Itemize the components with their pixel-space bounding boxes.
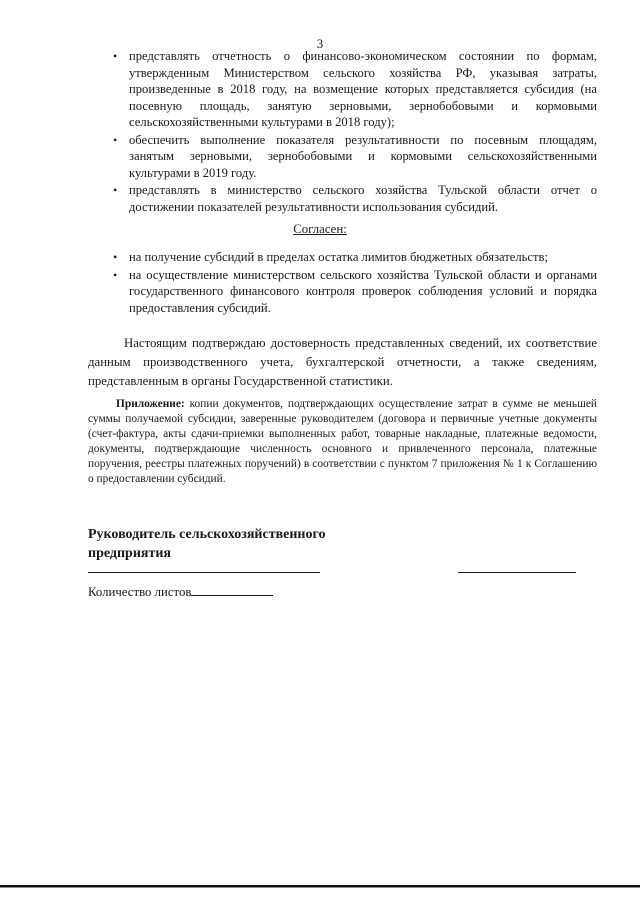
bullet-icon: • [113, 183, 118, 197]
list-item-text: представлять отчетность о финансово-экономическом состоянии по формам, утвержденным Министерством сельского хозяйства РФ, указывая затраты, произведенные в 2018 году, на возмещение которых представляется субсидия (на посевную площадь, занятую зерновыми, зернобобовыми и кормовыми сельскохозяйственными культурами в 2018 году); [129, 49, 597, 129]
page-number: 3 [316, 36, 324, 51]
list-item [113, 249, 597, 266]
scan-edge-shadow [0, 887, 640, 888]
list-item-text: обеспечить выполнение показателя результативности по посевным площадям, занятым зерновыми, зернобобовыми и кормовыми сельскохозяйственными культурами в 2019 году. [129, 132, 597, 180]
sheets-count-field [88, 584, 273, 600]
appendix-label: Приложение: [116, 398, 185, 410]
signature-line [458, 572, 576, 573]
list-item-text: на осуществление министерством сельского хозяйства Тульской области и органами государственного финансового контроля проверок соблюдения условий и порядка предоставления субсидий. [129, 267, 597, 315]
list-item [113, 48, 597, 131]
director-title: Руководитель сельскохозяйственного предприятия [88, 527, 326, 561]
bullet-icon: • [113, 250, 118, 264]
confirmation-paragraph: Настоящим подтверждаю достоверность представленных сведений, их соответствие данным производственного учета, бухгалтерской отчетности, а также сведениям, представленным в органы Государственной статистики. [88, 336, 597, 388]
list-item [113, 182, 597, 215]
list-item-text: представлять в министерство сельского хозяйства Тульской области отчет о достижении показателей результативности использования субсидий. [129, 183, 597, 214]
agreed-heading: Согласен: [293, 222, 347, 236]
consent-list [113, 249, 597, 317]
appendix-paragraph [88, 397, 597, 487]
name-signature-line [88, 572, 320, 573]
bullet-icon: • [113, 132, 118, 147]
obligations-list [113, 48, 597, 216]
list-item [113, 267, 597, 317]
bullet-icon: • [113, 267, 118, 282]
sheets-count-blank [191, 584, 273, 596]
sheets-count-label: Количество листов [88, 585, 192, 599]
list-item-text: на получение субсидий в пределах остатка лимитов бюджетных обязательств; [129, 250, 548, 264]
appendix-text: копии документов, подтверждающих осуществление затрат в сумме не меньшей суммы получаемой субсидии, заверенные руководителем (договора и первичные учетные документы (счет-фактура, акты сдачи-приемки выполненных работ, товарные накладные, платежные ведомости, документы, подтверждающие численность основного и привлеченного персонала, платежные поручения, реестры платежных поручений) в соответствии с пунктом 7 приложения № 1 к Соглашению о предоставлении субсидий. [88, 398, 597, 485]
bullet-icon: • [113, 49, 118, 63]
list-item [113, 132, 597, 182]
